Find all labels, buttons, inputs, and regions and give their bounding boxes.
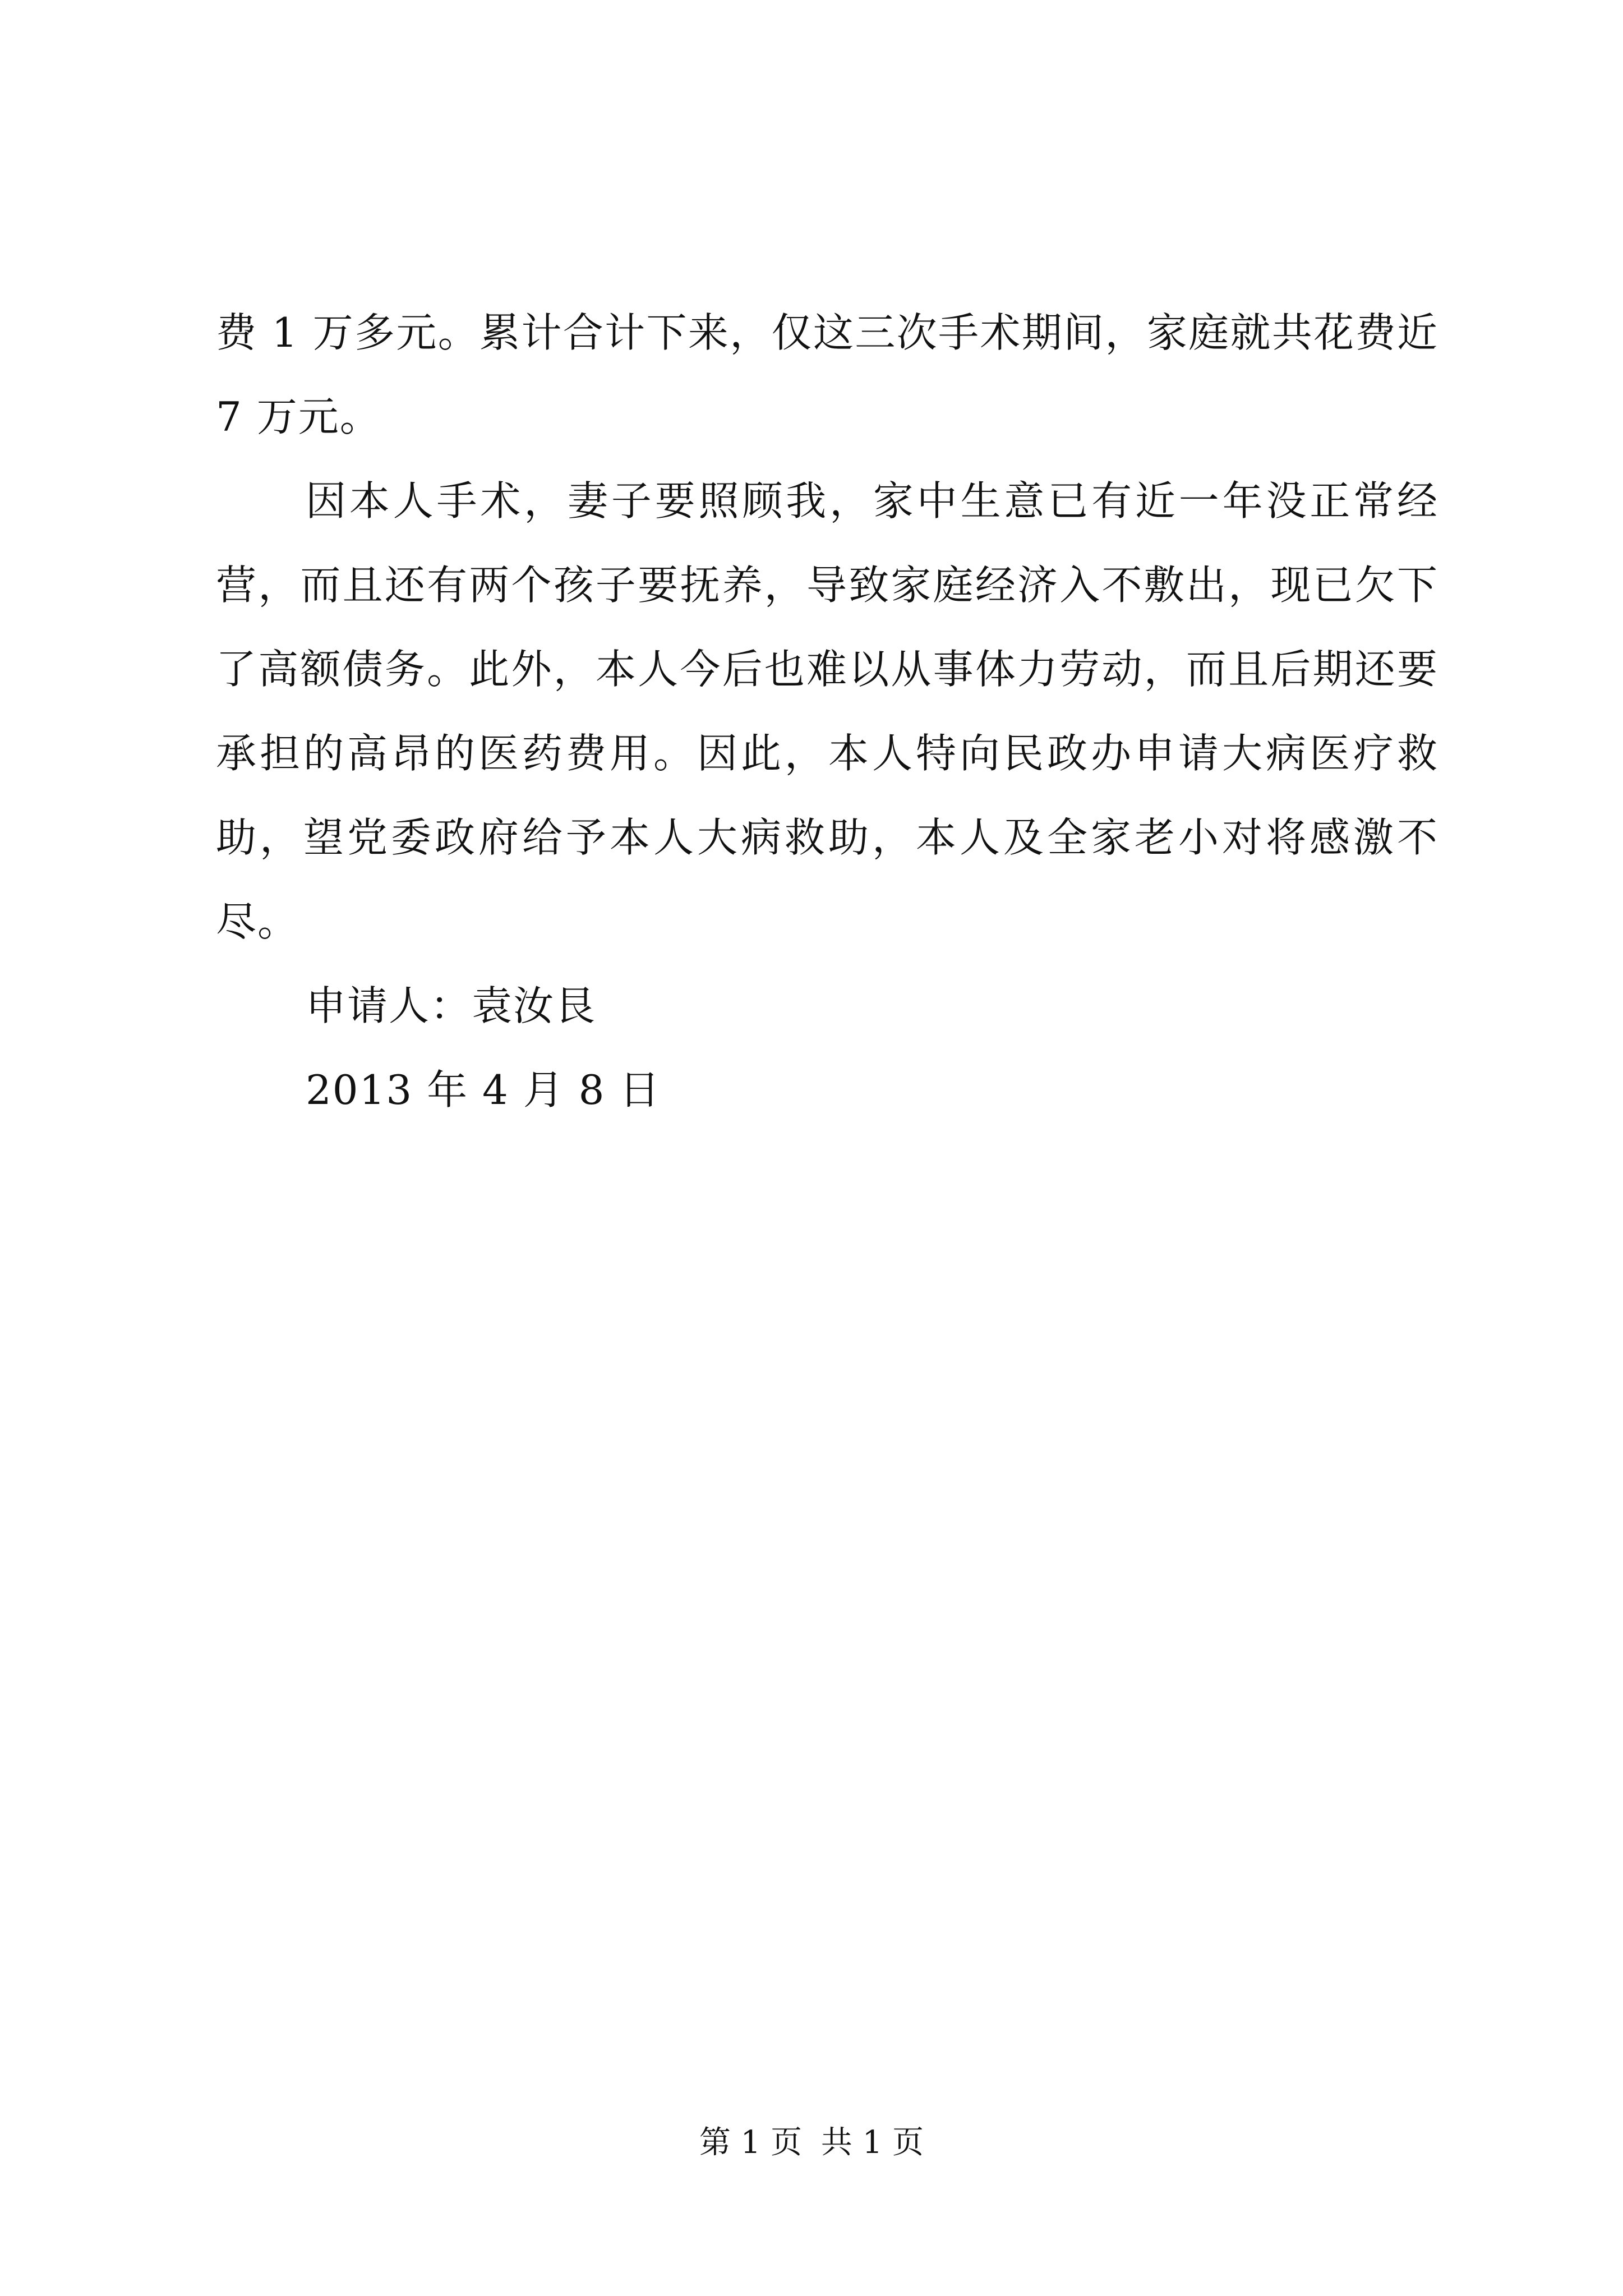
application-date: 2013 年 4 月 8 日	[306, 1066, 661, 1114]
page-footer	[0, 2120, 1623, 2165]
document-body	[216, 291, 1438, 1132]
paragraph-application: 因本人手术，妻子要照顾我，家中生意已有近一年没正常经营，而且还有两个孩子要抚养，导致家庭经济入不敷出，现已欠下了高额债务。此外，本人今后也难以从事体力劳动，而且后期还要承担的高昂的医药费用。因此，本人特向民政办申请大病医疗救助，望党委政府给予本人大病救助，本人及全家老小对将感激不尽。	[216, 477, 1438, 945]
page-number-total: 共 1 页	[820, 2124, 924, 2161]
paragraph-expenses: 费 1 万多元。累计合计下来，仅这三次手术期间，家庭就共花费近 7 万元。	[216, 309, 1438, 440]
applicant-signature: 申请人：袁汝艮	[306, 982, 597, 1029]
page-number-current: 第 1 页	[699, 2124, 803, 2161]
